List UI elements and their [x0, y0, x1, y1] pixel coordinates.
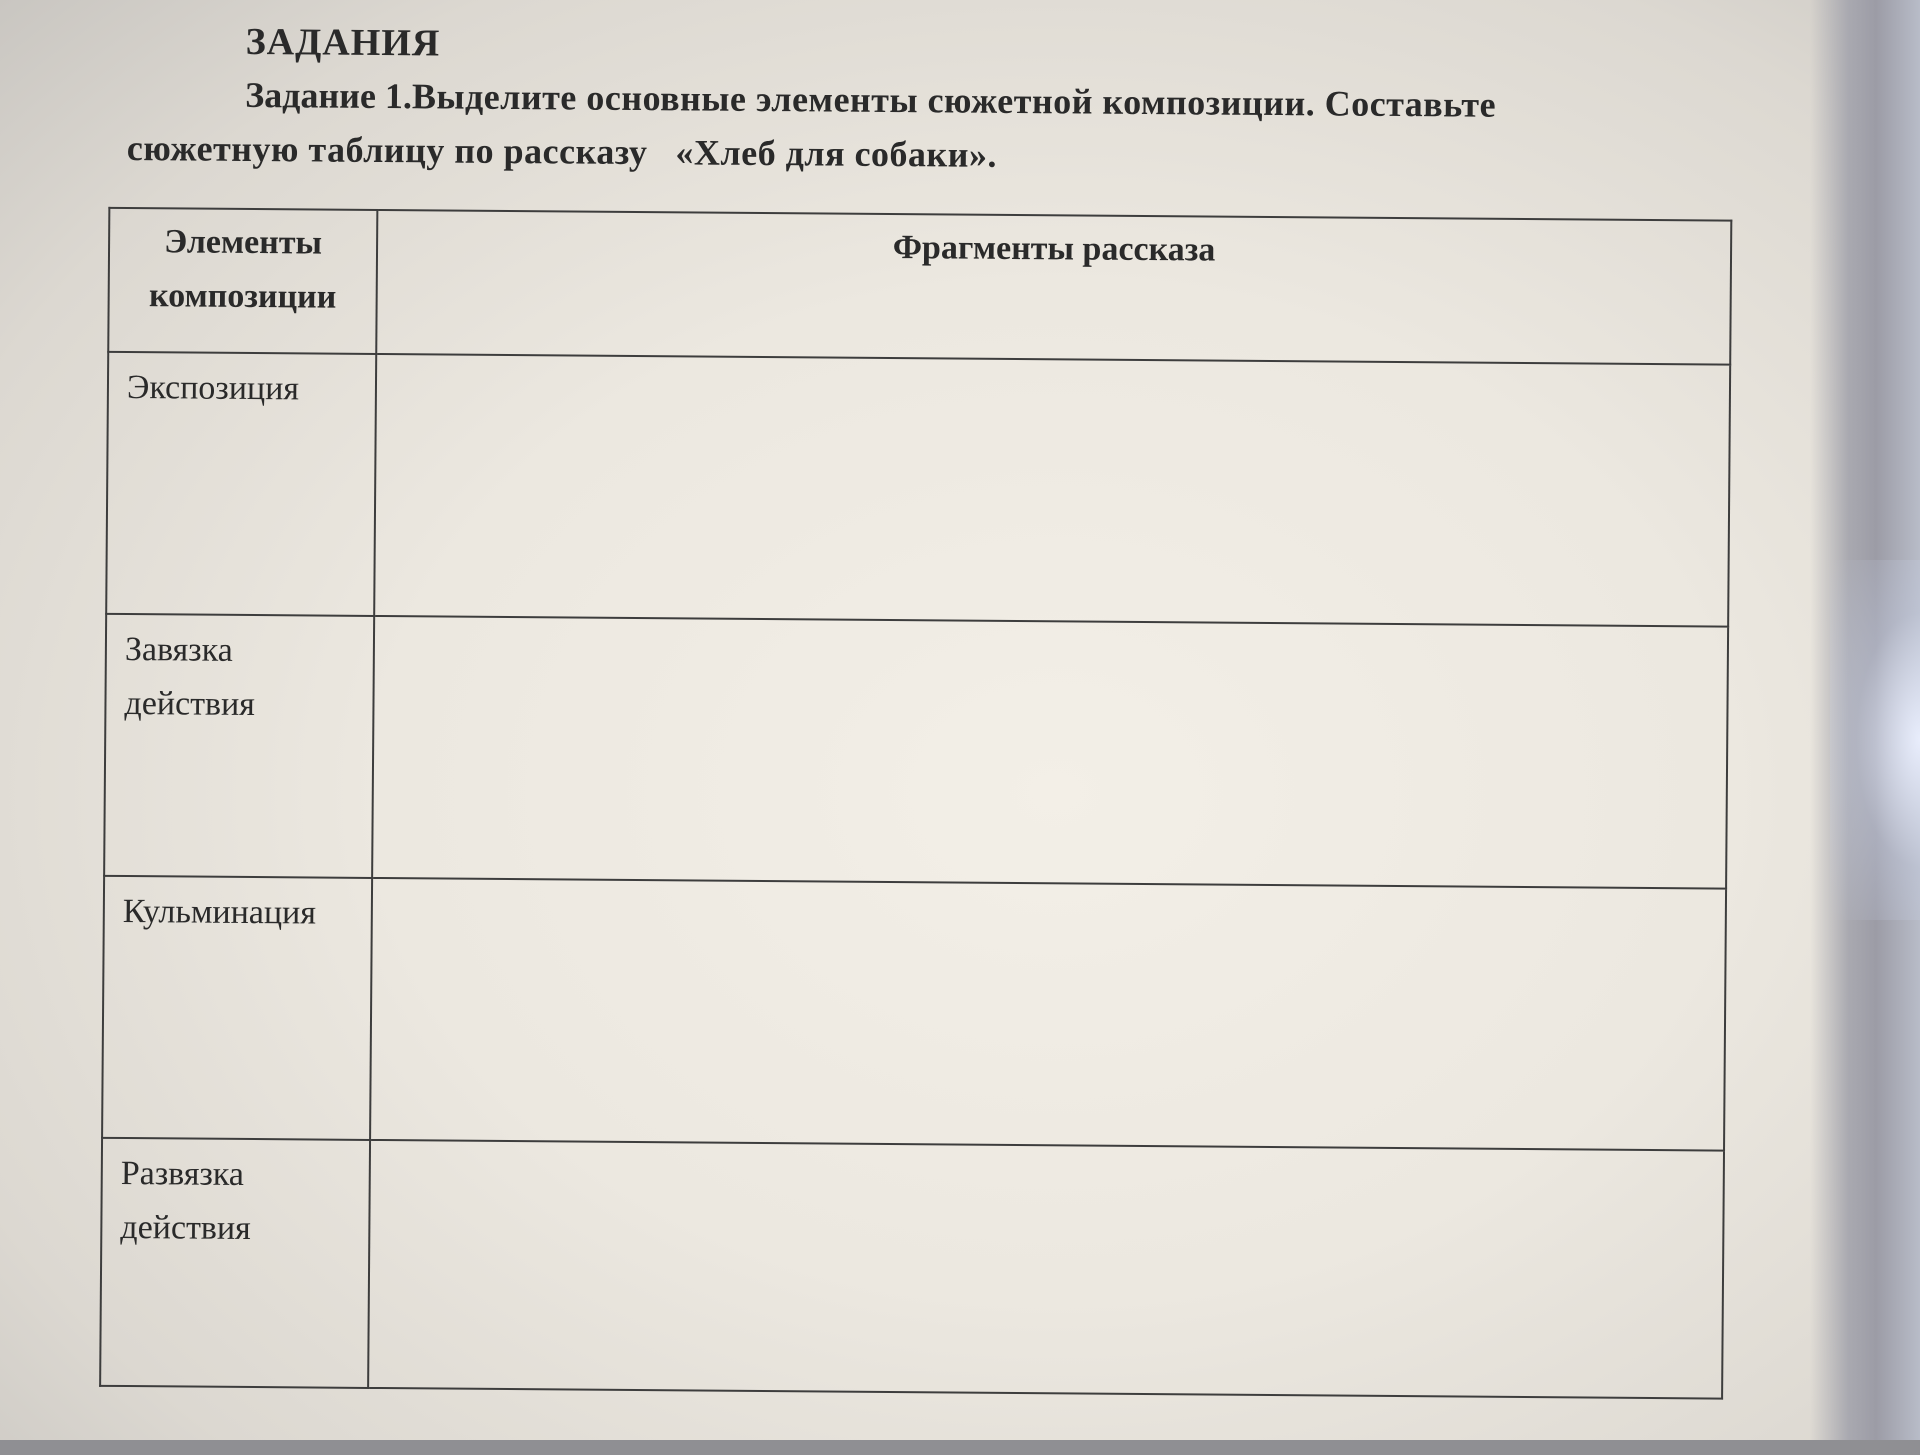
- fragment-cell[interactable]: [372, 616, 1728, 889]
- element-label: Экспозиция: [126, 369, 300, 408]
- fragment-cell[interactable]: [374, 354, 1730, 627]
- task-label: Задание 1.: [245, 74, 413, 117]
- table-row: [100, 1138, 1724, 1399]
- element-cell: [106, 352, 376, 616]
- header-fragments-label: Фрагменты рассказа: [892, 229, 1216, 269]
- element-cell: [104, 614, 374, 878]
- header-cell-fragments: [376, 210, 1731, 365]
- task-text-line-2: сюжетную таблицу по рассказу: [126, 128, 648, 173]
- element-label: Развязка действия: [120, 1154, 251, 1248]
- fragment-cell[interactable]: [368, 1140, 1724, 1399]
- story-title: «Хлеб для собаки».: [675, 132, 998, 175]
- header-elements-label: Элементы композиции: [148, 223, 337, 316]
- element-label: Завязка действия: [124, 631, 256, 724]
- element-label: Кульминация: [122, 892, 317, 932]
- table-row: [106, 352, 1730, 627]
- table-row: [104, 614, 1728, 889]
- page-heading: ЗАДАНИЯ: [245, 20, 441, 65]
- table-header-row: [108, 208, 1731, 365]
- task-line-1: [245, 74, 1496, 126]
- element-cell: [100, 1138, 370, 1388]
- table-row: [102, 876, 1726, 1151]
- task-line-2: [127, 127, 998, 176]
- plot-table: [99, 207, 1732, 1400]
- fragment-cell[interactable]: [370, 878, 1726, 1151]
- header-cell-elements: [108, 208, 377, 354]
- task-text-line-1: Выделите основные элементы сюжетной композиции. Составьте: [411, 76, 1497, 125]
- element-cell: [102, 876, 372, 1140]
